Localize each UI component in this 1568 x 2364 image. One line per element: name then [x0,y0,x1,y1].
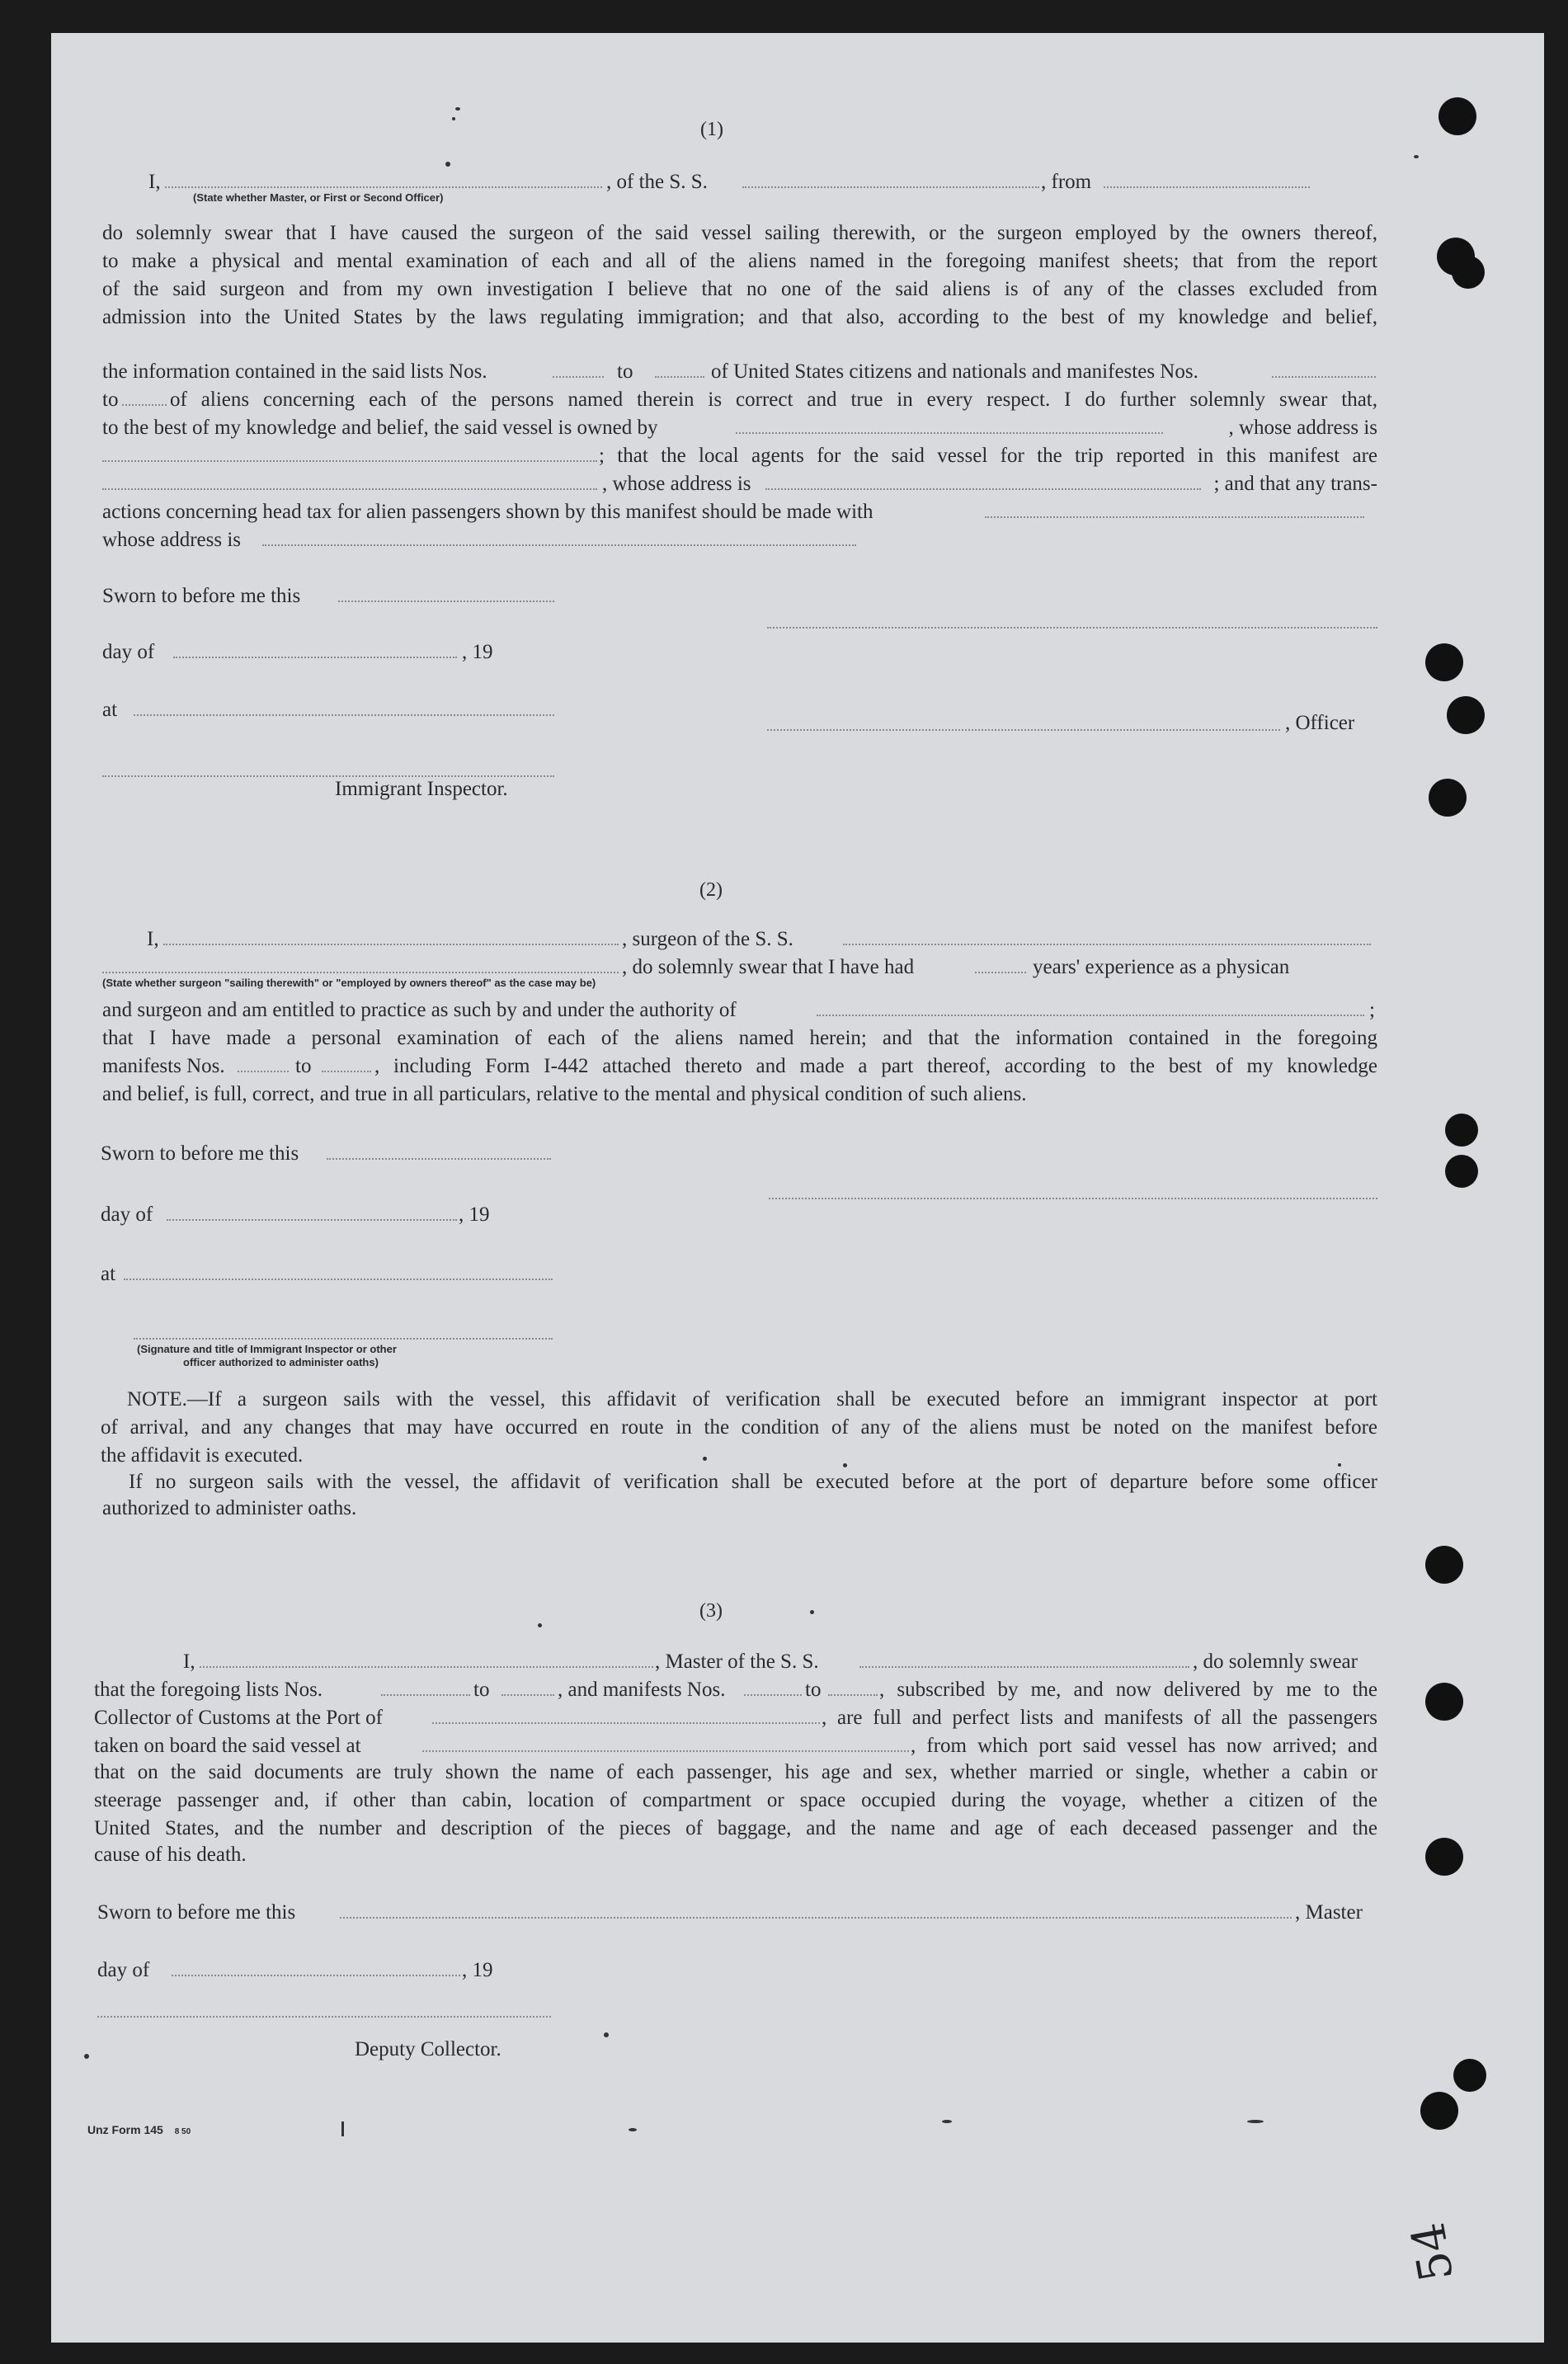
s3-day-line[interactable] [172,1975,460,1976]
form-code: 8 50 [174,2127,191,2136]
s1-officer-note: (State whether Master, or First or Second Officer) [193,191,444,204]
s3-lists-to-line[interactable] [501,1694,554,1696]
s2-sig-note-2: officer authorized to administer oaths) [183,1356,379,1368]
s1-info-to: to [617,360,633,383]
speck [703,1457,707,1461]
punch-hole-icon [1425,1838,1463,1876]
s2-manifests-from-line[interactable] [238,1071,289,1072]
s2-manifests: manifests Nos. [102,1055,225,1077]
handwritten-page-mark: 54 [1401,2218,1465,2286]
s2-solemnly: , do solemnly swear that I have had [622,956,915,978]
s1-nineteen: , 19 [462,641,493,663]
s3-master-of: , Master of the S. S. [655,1651,819,1673]
punch-hole-icon [1453,2059,1486,2092]
s2-note-line: the affidavit is executed. [101,1444,304,1467]
s3-sworn: Sworn to before me this [97,1901,296,1924]
s2-note-block [101,1386,1377,1470]
s1-trans: ; and that any trans- [1213,473,1377,495]
s3-lists-to: to [473,1679,490,1701]
punch-hole-icon [1425,1546,1463,1584]
s3-lists-from-line[interactable] [381,1694,470,1696]
s1-list-from-line[interactable] [553,376,604,378]
speck [84,2054,89,2059]
s2-sig-note-1: (Signature and title of Immigrant Inspector or other [137,1343,397,1355]
punch-hole-icon [1452,256,1485,289]
s2-years-line[interactable] [975,972,1026,973]
speck [445,162,450,167]
s1-actions: actions concerning head tax for alien passengers shown by this manifest should be made with [102,501,873,523]
s3-name-line[interactable] [200,1666,653,1668]
s2-signature-line[interactable] [769,1198,1377,1199]
form-number [87,2123,191,2136]
s2-day-of: day of [101,1203,153,1226]
s3-sworn-line[interactable] [340,1917,1292,1919]
s2-surgeon-of: , surgeon of the S. S. [622,928,793,950]
s1-whose-final: whose address is [102,529,242,551]
s2-day-line[interactable] [167,1219,457,1221]
s3-lists-a: that the foregoing lists Nos. [94,1679,323,1701]
s2-semicolon: ; [1369,999,1375,1021]
s3-body-line: that on the said documents are truly shown the name of each passenger, his age and sex, whether married or single, whether a cabin or [94,1761,1377,1783]
s2-note-line: NOTE.—If a surgeon sails with the vessel, this affidavit of verification shall be executed before an immigrant inspector at port [127,1388,1377,1410]
s1-day-line[interactable] [173,657,457,658]
punch-hole-icon [1445,1114,1478,1147]
speck [341,2121,344,2136]
punch-hole-icon [1447,696,1485,734]
s1-of-the-ss: , of the S. S. [606,171,708,193]
s2-status-line[interactable] [102,972,619,973]
s3-arrived: , from which port said vessel has now arrived; and [911,1735,1377,1757]
s2-note: (State whether surgeon "sailing therewith" or "employed by owners thereof" as the case may be) [102,977,596,989]
s1-oath-line: of the said surgeon and from my own investigation I believe that no one of the said aliens is of any of the classes excluded from [102,278,1377,300]
s1-owner-line[interactable] [736,432,1163,434]
s3-collector: Collector of Customs at the Port of [94,1707,383,1729]
s1-aliens: of aliens concerning each of the persons named therein is correct and true in every respect. I do further solemnly swear that, [170,389,1377,411]
s1-name-line[interactable] [165,186,602,188]
s3-lists-b: , and manifests Nos. [558,1679,726,1701]
form-page [51,33,1544,2343]
s1-oath-line: to make a physical and mental examination of each and all of the aliens named in the foregoing manifest sheets; that from the report [102,250,1377,272]
s1-i-label: I, [148,171,161,193]
speck [452,117,455,120]
s3-manifests-to-line[interactable] [828,1694,878,1696]
s1-oath-text [102,219,1377,332]
s2-to: to [295,1055,312,1077]
s3-day-of: day of [97,1959,150,1981]
s1-from-line[interactable] [1104,186,1310,188]
s3-cause: cause of his death. [94,1844,247,1866]
s3-manifests-from-line[interactable] [744,1694,802,1696]
s1-manifest-to-line[interactable] [122,404,167,406]
s1-signature-line[interactable] [767,627,1377,629]
punch-hole-icon [1425,1683,1463,1721]
speck [1414,155,1419,158]
s2-no-surgeon-2: authorized to administer oaths. [102,1497,357,1519]
s3-do-swear: , do solemnly swear [1193,1651,1358,1673]
speck [810,1610,814,1614]
s1-sworn: Sworn to before me this [102,585,301,607]
s1-to2: to [102,389,119,411]
section-1-number: (1) [700,119,723,140]
s2-at: at [101,1263,116,1285]
punch-hole-icon [1445,1155,1478,1188]
s3-body [94,1759,1377,1843]
punch-hole-icon [1439,97,1476,135]
s2-nineteen: , 19 [459,1203,490,1226]
section-2-number: (2) [699,879,723,901]
punch-hole-icon [1429,779,1467,817]
speck [1247,2120,1264,2123]
s1-agents: ; that the local agents for the said vessel for the trip reported in this manifest are [599,445,1377,467]
s3-lists-c: , subscribed by me, and now delivered by me to the [879,1679,1377,1701]
s2-sworn-line[interactable] [327,1158,551,1160]
s1-at-line[interactable] [134,714,554,716]
s3-master: , Master [1295,1901,1363,1924]
s2-manifests-to-line[interactable] [322,1071,371,1072]
s2-sworn: Sworn to before me this [101,1142,299,1165]
s3-deputy: Deputy Collector. [355,2038,501,2060]
s2-and-surgeon: and surgeon and am entitled to practice as such by and under the authority of [102,999,737,1021]
speck [1338,1463,1341,1467]
s2-personal: that I have made a personal examination of each of the aliens named herein; and that the information contained in the foregoing [102,1027,1377,1049]
s2-including: , including Form I-442 attached thereto and made a part thereof, according to the best of my knowledge [374,1055,1377,1077]
s1-whose-address-is: , whose address is [602,473,751,495]
s1-info-b: of United States citizens and nationals and manifestes Nos. [711,360,1198,383]
s3-port-line[interactable] [432,1722,820,1724]
speck [455,107,460,111]
punch-hole-icon [1425,643,1463,681]
section-3-number: (3) [699,1600,723,1622]
s3-nineteen: , 19 [462,1959,493,1981]
speck [538,1623,542,1627]
s3-lists-to2: to [805,1679,822,1701]
s1-final-address-line[interactable] [262,544,856,546]
s2-belief: and belief, is full, correct, and true in all particulars, relative to the mental and physical condition of such aliens. [102,1083,1027,1105]
s2-no-surgeon-1: If no surgeon sails with the vessel, the affidavit of verification shall be executed before at the port of departure before some officer [129,1471,1377,1493]
s1-oath-line: admission into the United States by the laws regulating immigration; and that also, according to the best of my knowledge and belief, [102,306,1377,328]
s3-vessel-line[interactable] [859,1666,1189,1668]
s3-deputy-line[interactable] [97,2016,551,2018]
s1-vessel-line[interactable] [742,186,1039,188]
speck [843,1463,847,1467]
s1-owned: to the best of my knowledge and belief, the said vessel is owned by [102,417,658,439]
s1-sworn-line[interactable] [338,600,554,602]
s2-name-line[interactable] [163,944,619,945]
s3-taken: taken on board the said vessel at [94,1735,361,1757]
s1-officer: , Officer [1285,712,1355,734]
s2-vessel-line[interactable] [843,944,1371,945]
s3-i-label: I, [183,1651,195,1673]
s1-info-a: the information contained in the said lists Nos. [102,360,487,383]
form-number-label: Unz Form 145 [87,2123,163,2136]
s2-authority-line[interactable] [817,1015,1364,1016]
s1-agents-address-line[interactable] [765,488,1201,490]
s2-i-label: I, [147,928,159,950]
speck [629,2128,637,2131]
s3-taken-line[interactable] [422,1750,909,1752]
s1-agents-line[interactable] [102,488,597,490]
s2-at-line[interactable] [124,1279,553,1280]
s3-body-line: steerage passenger and, if other than cabin, location of compartment or space occupied during the voyage, whether a citizen of the [94,1789,1377,1811]
s2-years: years' experience as a physican [1033,956,1290,978]
speck [604,2032,609,2037]
s1-inspector: Immigrant Inspector. [335,778,508,800]
s3-full: , are full and perfect lists and manifests of all the passengers [822,1707,1377,1729]
s1-manifest-line[interactable] [1272,376,1376,378]
speck [942,2120,952,2123]
s1-day-of: day of [102,641,155,663]
s1-head-tax-line[interactable] [985,516,1364,518]
s3-body-line: United States, and the number and description of the pieces of baggage, and the name and age of each deceased passenger and the [94,1817,1377,1839]
s2-note-line: of arrival, and any changes that may have occurred en route in the condition of any of the aliens must be noted on the manifest before [101,1416,1377,1439]
s1-list-to-line[interactable] [655,376,704,378]
s1-at: at [102,699,118,721]
punch-hole-icon [1420,2092,1458,2130]
s1-from: , from [1041,171,1092,193]
s2-inspector-line[interactable] [134,1338,553,1340]
s1-owner-address-line[interactable] [102,460,597,462]
s1-oath-line: do solemnly swear that I have caused the surgeon of the said vessel sailing therewith, or the surgeon employed by the owners thereof, [102,222,1377,244]
s1-whose-is: , whose address is [1228,417,1377,439]
s1-officer-line[interactable] [767,729,1280,731]
